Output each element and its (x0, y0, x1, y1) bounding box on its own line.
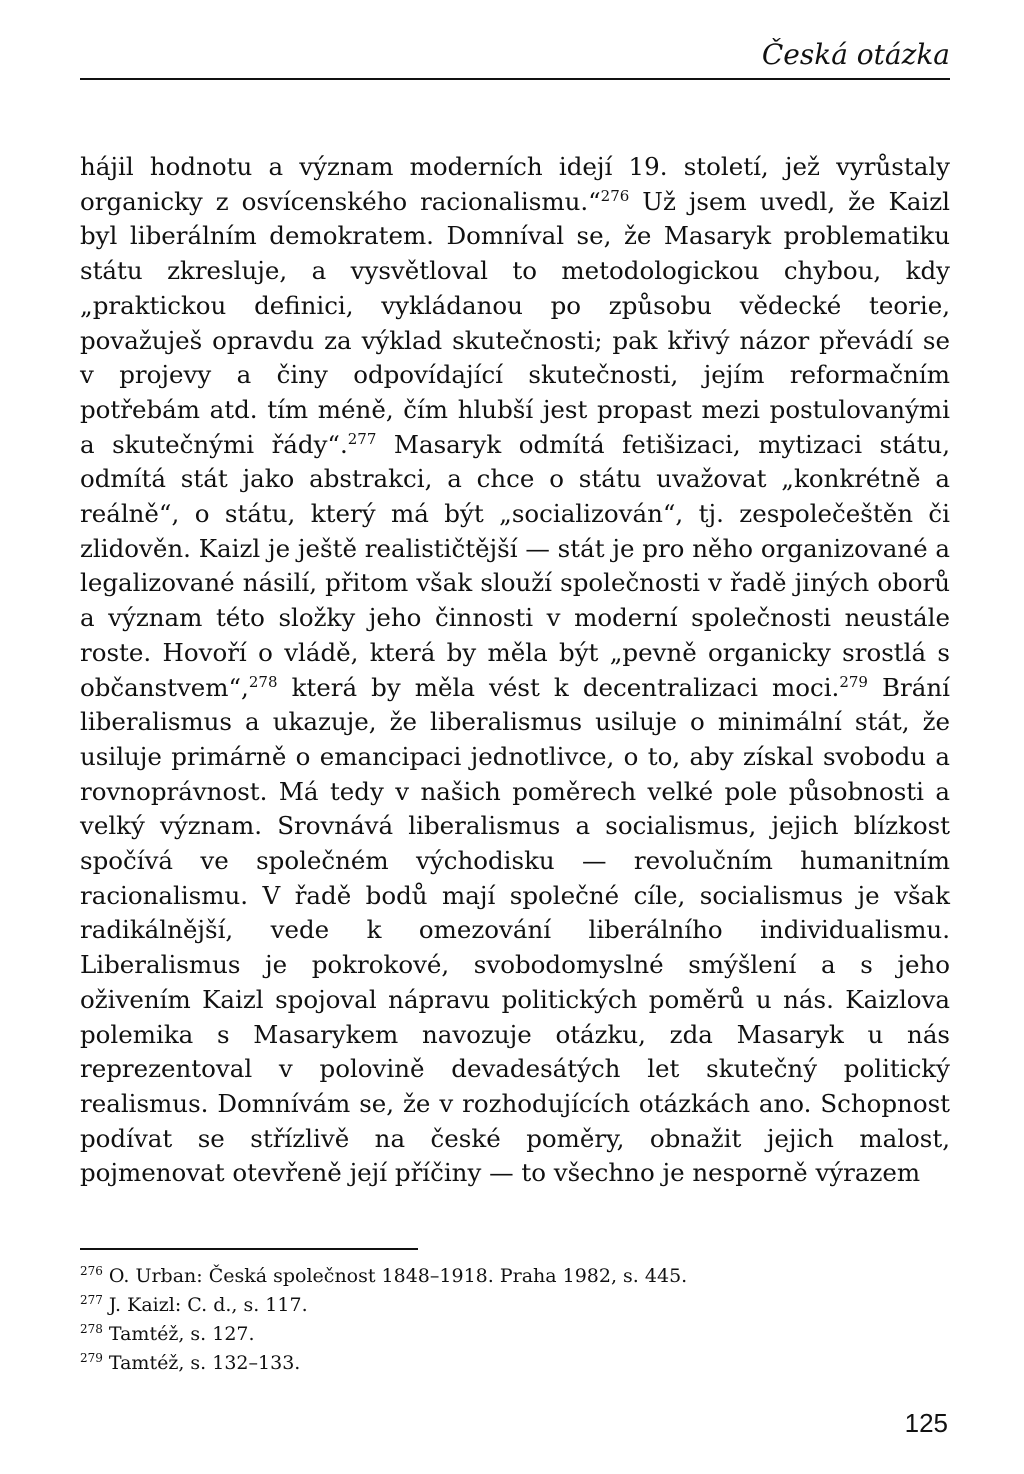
footnote-reference: 278 (248, 672, 278, 691)
body-text-segment: hájil hodnotu a význam moderních idejí 19. století, jež vyrůstaly organicky z osvícenského racionalismu.“ (80, 152, 950, 216)
body-paragraph (80, 150, 950, 1191)
footnote-item (80, 1291, 950, 1320)
footnote-text: Tamtéž, s. 127. (108, 1323, 255, 1345)
footnote-number: 277 (80, 1292, 103, 1307)
body-text-segment: Brání liberalismus a ukazuje, že liberalismus usiluje o minimální stát, že usiluje primárně o emancipaci jednotlivce, o to, aby získal svobodu a rovnoprávnost. Má tedy v našich poměrech velké pole působnosti a velký význam. Srovnává liberalismus a socialismus, jejich blízkost spočívá ve společném východisku — revolučním humanitním racionalismu. V řadě bodů mají společné cíle, socialismus je však radikálnější, vede k omezování liberálního individualismu. Liberalismus je pokrokové, svobodomyslné smýšlení a s jeho oživením Kaizl spojoval nápravu politických poměrů u nás. Kaizlova polemika s Masarykem navozuje otázku, zda Masaryk u nás reprezentoval v polovině devadesátých let skutečný politický realismus. Domnívám se, že v rozhodujících otázkách ano. Schopnost podívat se střízlivě na české poměry, obnažit jejich malost, pojmenovat otevřeně její příčiny — to všechno je nesporně výrazem (80, 672, 950, 1188)
footnote-number: 279 (80, 1350, 103, 1365)
footnote-text: J. Kaizl: C. d., s. 117. (108, 1294, 308, 1316)
footnote-text: O. Urban: Česká společnost 1848–1918. Praha 1982, s. 445. (108, 1265, 688, 1287)
body-text-segment: Masaryk odmítá fetišizaci, mytizaci státu, odmítá stát jako abstrakci, a chce o státu uvažovat „konkrétně a reálně“, o státu, který má být „socializován“, tj. zespolečeštěn či zlidověn. Kaizl je ještě realističtější — stát je pro něho organizované a legalizované násilí, přitom však slouží společnosti v řadě jiných oborů a význam této složky jeho činnosti v moderní společnosti neustále roste. Hovoří o vládě, která by měla být „pevně organicky srostlá s občanstvem“, (80, 429, 950, 702)
body-text-segment: Už jsem uvedl, že Kaizl byl liberálním demokratem. Domníval se, že Masaryk problematiku státu zkresluje, a vysvětloval to metodologickou chybou, kdy „praktickou definici, vykládanou po způsobu vědecké teorie, považuješ opravdu za výklad skutečnosti; pak křivý názor převádí se v projevy a činy odpovídající skutečnosti, jejím reformačním potřebám atd. tím méně, čím hlubší jest propast mezi postulovanými a skutečnými řády“. (80, 186, 951, 459)
footnote-list (80, 1262, 950, 1378)
footnote-reference: 277 (347, 429, 377, 448)
running-head: Česká otázka (761, 38, 950, 71)
body-text-segment: která by měla vést k decentralizaci moci. (277, 672, 840, 702)
footnote-item (80, 1349, 950, 1378)
page-number: 125 (904, 1408, 948, 1438)
header-rule (80, 78, 950, 80)
footnote-number: 278 (80, 1321, 103, 1336)
footnote-rule (80, 1248, 418, 1250)
footnote-item (80, 1262, 950, 1291)
footnote-number: 276 (80, 1263, 103, 1278)
footnote-text: Tamtéž, s. 132–133. (108, 1352, 301, 1374)
footnote-reference: 276 (600, 186, 630, 205)
footnote-item (80, 1320, 950, 1349)
footnote-reference: 279 (839, 672, 868, 691)
